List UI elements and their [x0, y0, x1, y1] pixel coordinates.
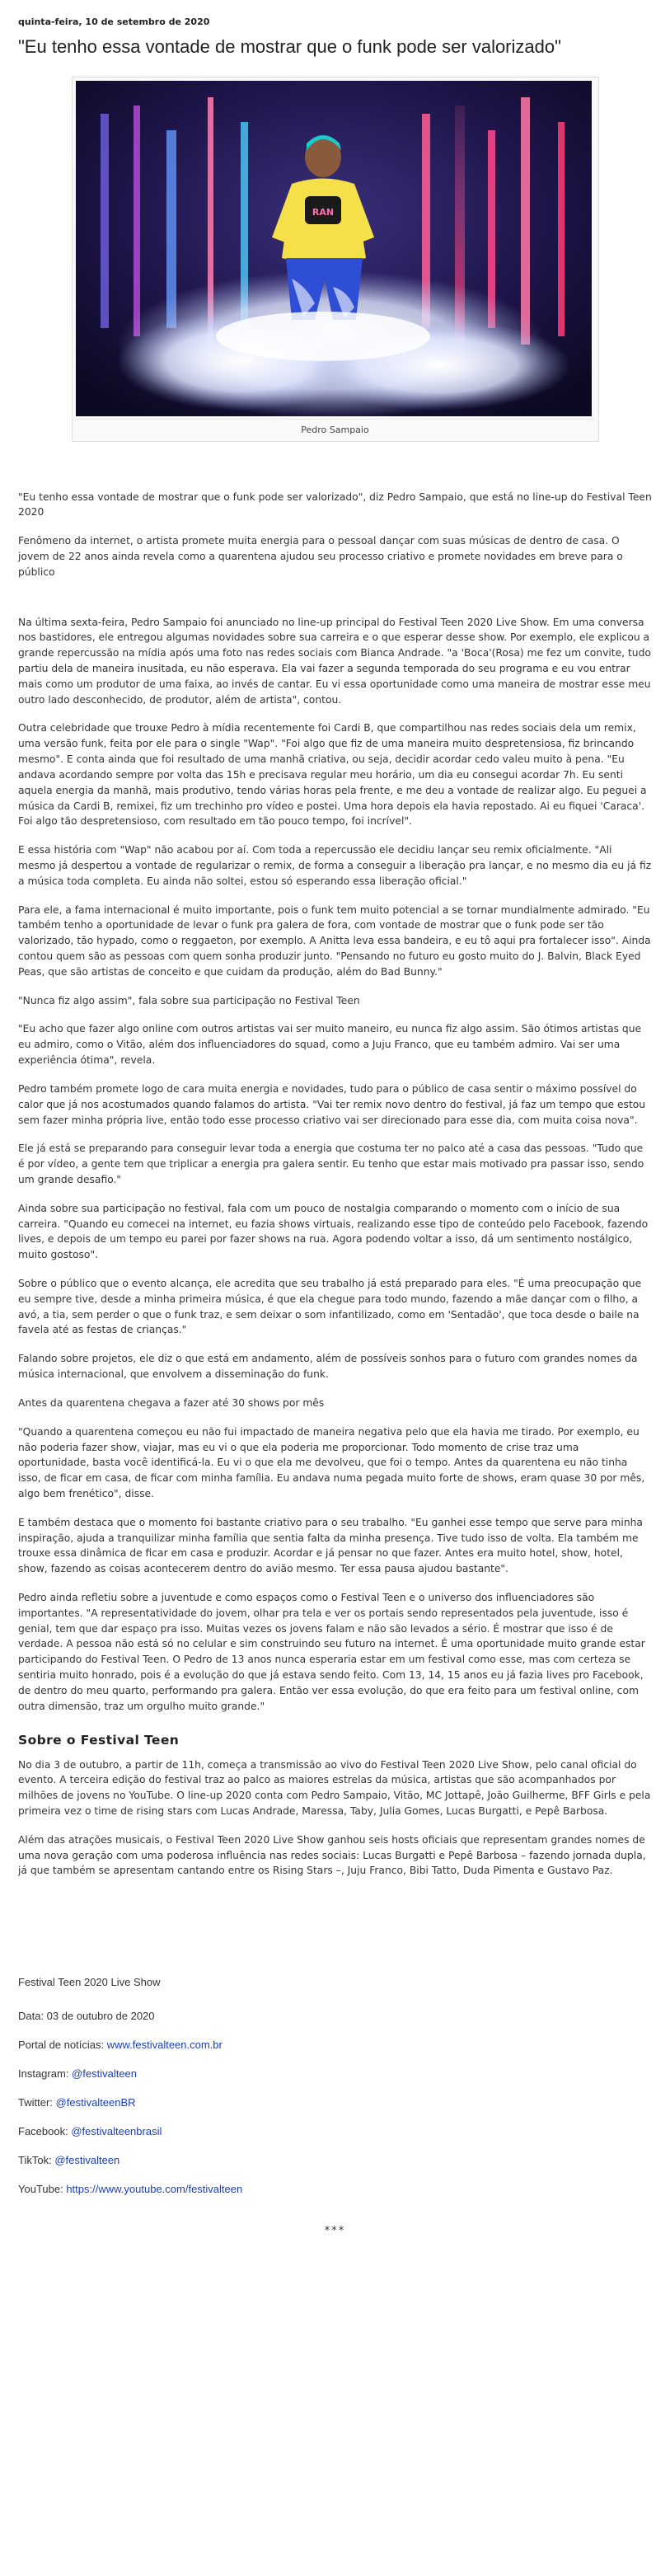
- youtube-link[interactable]: https://www.youtube.com/festivalteen: [66, 2183, 243, 2196]
- facebook-link[interactable]: @festivalteenbrasil: [71, 2125, 162, 2138]
- article-paragraph: Ainda sobre sua participação no festival, fala com um pouco de nostalgia comparando o momento com o início de sua carreira. "Quando eu comecei na internet, eu fazia shows virtuais, realizando esse tipo de conteúdo pelo Facebook, fazendo lives, e depois de um tempo eu parei por fazer shows na rua. Agora podendo voltar a isso, dá um sentimento nostálgico, muito gostoso".: [18, 1202, 649, 1261]
- tiktok-link[interactable]: @festivalteen: [54, 2154, 120, 2167]
- article-paragraph: Pedro ainda refletiu sobre a juventude e como espaços como o Festival Teen e o universo dos influenciadores são importantes. "A representatividade do jovem, olhar pra tela e ver os portais sendo representados pela juventude, isso é genial, tem que dar espaço pra isso. Muitas vezes os jovens falam e não são levados a sério. É mostrar que isso é de verdade. A pessoa não está só no celular e sim construindo seu futuro na internet. É uma oportunidade muito grande estar participando do Festival Teen. O Pedro de 13 anos nunca esperaria estar em um festival como esse, mas com certeza se sentiria muito honrado, pois é a evolução do que já estava sendo feito. Com 13, 14, 15 anos eu já fazia lives pro Facebook, de dentro do meu quarto, performando pra galera. Então ver essa evolução, do que era feito para um festival online, com outra dimensão, traz um orgulho muito grande.": [18, 1592, 645, 1712]
- festival-paragraph: Além das atrações musicais, o Festival Teen 2020 Live Show ganhou seis hosts oficiais que representam grandes nomes de uma nova geração com uma poderosa influência nas redes sociais: Lucas Burgatti e Pepê Barbosa – fazendo jornada dupla, já que também se apresentam cantando entre os Rising Stars –, Juju Franco, Bibi Tatto, Duda Pimenta e Gustavo Paz.: [18, 1833, 646, 1877]
- portal-line: [18, 2039, 652, 2051]
- event-name: Festival Teen 2020 Live Show: [18, 1976, 161, 1989]
- festival-paragraph: No dia 3 de outubro, a partir de 11h, começa a transmissão ao vivo do Festival Teen 2020 Live Show, pelo canal oficial do evento. A terceira edição do festival traz ao palco as maiores estrelas da música, artistas que são acompanhados por milhões de jovens no YouTube. O line-up 2020 conta com Pedro Sampaio, Vitão, MC Jottapê, João Guilherme, BFF Girls e pela primeira vez o time de rising stars com Lucas Andrade, Maressa, Taby, Julia Gomes, Lucas Burgatti, e Pepê Barbosa.: [18, 1758, 651, 1817]
- article-paragraph: Ele já está se preparando para conseguir levar toda a energia que costuma ter no palco até a casa das pessoas. "Tudo que é por vídeo, a gente tem que triplicar a energia pra galera sentir. Eu tenho que estar mais motivado pra passar isso, sendo um grande desafio.": [18, 1143, 644, 1185]
- article-subheading: "Nunca fiz algo assim", fala sobre sua participação no Festival Teen: [18, 994, 360, 1006]
- article-paragraph: E também destaca que o momento foi bastante criativo para o seu trabalho. "Eu ganhei esse tempo que serve para minha inspiração, ajuda a tranquilizar minha família que sentia falta da minha presença. Tive tudo isso de volta. Ela também me trouxe essa dinâmica de ficar em casa e produzir. Acordar e já pensar no que fazer. Antes era muito hotel, show, hotel, show, fazendo as coisas acontecerem dentro do avião mesmo. Ter essa pausa ajudou bastante".: [18, 1516, 643, 1575]
- article-paragraph: "Eu acho que fazer algo online com outros artistas vai ser muito maneiro, eu nunca fiz algo assim. São ótimos artistas que eu admiro, como o Vitão, além dos influenciadores do squad, como a Juju Franco, que eu também admiro. Vai ser uma experiência ótima", revela.: [18, 1023, 642, 1067]
- instagram-link[interactable]: @festivalteen: [72, 2067, 138, 2081]
- twitter-link[interactable]: @festivalteenBR: [55, 2096, 136, 2109]
- article-paragraph: Na última sexta-feira, Pedro Sampaio foi anunciado no line-up principal do Festival Teen 2020 Live Show. Em uma conversa nos bastidores, ele entregou algumas novidades sobre sua carreira e o que esperar desse show. Por exemplo, ele explicou a grande repercussão na mídia após uma foto nas redes sociais com Bianca Andrade. "a 'Boca'(Rosa) me fez um convite, tudo partiu dela de maneira inusitada, eu não esperava. Ela vai fazer a segunda temporada do seu programa e eu vou entrar mais como um produtor de uma faixa, ao invés de cantar. Eu vi essa oportunidade como uma maneira de mostrar esse meu outro lado desconhecido, de produtor, além de artista", contou.: [18, 616, 651, 706]
- article-paragraph: Pedro também promete logo de cara muita energia e novidades, tudo para o público de casa sentir o máximo possível do calor que já nos acostumados quando falamos do artista. "Vai ter remix novo dentro do festival, já faz um tempo que estou sem fazer minha própria live, então todo esse processo criativo vai ser direcionado para esse dia, com muita coisa nova".: [18, 1082, 646, 1126]
- facebook-label: Facebook:: [18, 2125, 68, 2138]
- article-paragraph: Falando sobre projetos, ele diz o que está em andamento, além de possíveis sonhos para o futuro com grandes nomes da música internacional, que envolvem a disseminação do funk.: [18, 1353, 638, 1381]
- separator: ***: [324, 2225, 346, 2238]
- article-paragraph: Para ele, a fama internacional é muito importante, pois o funk tem muito potencial a se tornar mundialmente admirado. "Eu também tenho a oportunidade de levar o funk pra galera de fora, com vontade de mostrar que o funk pode ser tão valorizado, tão hypado, como o reggaeton, por exemplo. A Anitta leva essa bandeira, e eu tô aqui pra fortalecer isso". Ainda contou quem são as pessoas com quem sonha produzir junto. "Pensando no futuro eu gosto muito do J. Balvin, Black Eyed Peas, que são artistas de conceito e que cuidam da produção, além do Bad Bunny.": [18, 903, 651, 978]
- article-paragraph: Sobre o público que o evento alcança, ele acredita que seu trabalho já está preparado para eles. "É uma preocupação que eu sempre tive, desde a minha primeira música, é que ela chegue para todo mundo, fazendo a mãe dançar com o filho, a avó, a tia, sem perder o que o funk traz, e sem deixar o som infantilizado, como em 'Sentadão', que toca desde o baile na favela até as festas de crianças.": [18, 1278, 642, 1336]
- post-date: quinta-feira, 10 de setembro de 2020: [18, 16, 210, 27]
- youtube-line: [18, 2183, 652, 2195]
- portal-label: Portal de notícias:: [18, 2039, 105, 2052]
- post-title: "Eu tenho essa vontade de mostrar que o funk pode ser valorizado": [18, 36, 561, 57]
- festival-heading: Sobre o Festival Teen: [18, 1732, 180, 1748]
- article-paragraph: Outra celebridade que trouxe Pedro à mídia recentemente foi Cardi B, que compartilhou nas redes sociais dela um remix, uma versão funk, feita por ele para o single "Wap". "Foi algo que fiz de uma maneira muito despretensiosa, fiz brincando mesmo". E conta ainda que foi resultado de uma manhã criativa, ou seja, decidir acordar cedo valeu muito à pena. "Eu andava acordando sempre por volta das 15h e precisava regular meu horário, um dia eu consegui acordar 7h. Eu senti aquela energia da manhã, mais produtivo, tendo várias horas pela frente, e me deu a vontade de realizar algo. Eu peguei a música da Cardi B, remixei, fiz um trechinho pro vídeo e postei. Uma hora depois ela havia repostado. Ai eu fiquei 'Caraca'. Foi algo tão despretensioso, com resultado em tão pouco tempo, foi incrível".: [18, 722, 647, 828]
- tiktok-line: [18, 2154, 652, 2166]
- instagram-label: Instagram:: [18, 2067, 69, 2081]
- post-figure: [72, 77, 599, 442]
- shirt-print-text: RAN: [312, 206, 334, 218]
- tiktok-label: TikTok:: [18, 2154, 52, 2167]
- event-date: Data: 03 de outubro de 2020: [18, 2010, 155, 2023]
- intro-lead: "Eu tenho essa vontade de mostrar que o funk pode ser valorizado", diz Pedro Sampaio, que está no line-up do Festival Teen 2020: [18, 490, 652, 518]
- pedro-sampaio-photo[interactable]: [76, 81, 592, 416]
- instagram-line: [18, 2067, 652, 2080]
- facebook-line: [18, 2125, 652, 2137]
- twitter-label: Twitter:: [18, 2096, 53, 2109]
- twitter-line: [18, 2096, 652, 2109]
- youtube-label: YouTube:: [18, 2183, 63, 2196]
- event-info: [18, 1976, 652, 2195]
- intro-summary: Fenômeno da internet, o artista promete muita energia para o pessoal dançar com suas músicas de dentro de casa. O jovem de 22 anos ainda revela como a quarentena ajudou seu processo criativo e promete novidades em breve para o público: [18, 535, 623, 578]
- portal-link[interactable]: www.festivalteen.com.br: [106, 2039, 223, 2052]
- image-caption: Pedro Sampaio: [76, 419, 595, 441]
- article-paragraph: "Quando a quarentena começou eu não fui impactado de maneira negativa pelo que ela havia me tirado. Por exemplo, eu não poderia fazer show, viajar, mas eu vi o que ela poderia me proporcionar. Todo momento de crise traz uma oportunidade, basta você identificá-la. Eu vi o que ela me devolveu, que foi o tempo. Antes da quarentena eu não tinha isso, de ficar em casa, de ficar com minha família. Eu andava numa pegada muito forte de shows, eram quase 30 por mês, algo bem frenético", disse.: [18, 1425, 645, 1499]
- article-paragraph: E essa história com "Wap" não acabou por aí. Com toda a repercussão ele decidiu lançar seu remix oficialmente. "Ali mesmo já despertou a vontade de regularizar o remix, de forma a conseguir a liberação pra lançar, e no mesmo dia eu já fiz a música toda completa. Eu ainda não soltei, estou só esperando essa liberação oficial.": [18, 844, 652, 887]
- article-subheading: Antes da quarentena chegava a fazer até 30 shows por mês: [18, 1396, 325, 1409]
